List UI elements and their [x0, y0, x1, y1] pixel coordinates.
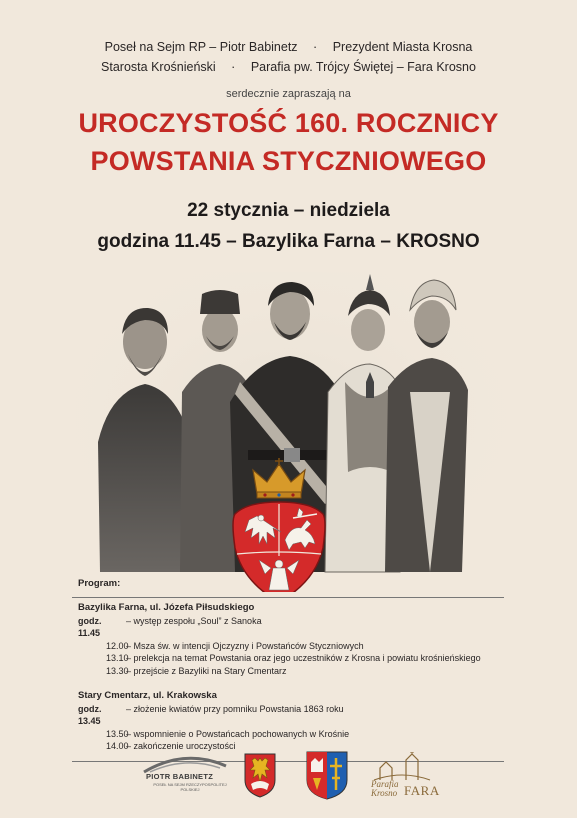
- pb-name: PIOTR BABINETZ: [146, 772, 214, 781]
- program-text: – przejście z Bazyliki na Stary Cmentarz: [126, 665, 287, 676]
- program-time: godz. 11.45: [78, 616, 102, 639]
- program-text: – występ zespołu „Soul” z Sanoka: [126, 616, 262, 626]
- program-item: [78, 665, 498, 677]
- program-time: 13.30: [106, 665, 129, 676]
- program-time: 12.00: [106, 640, 129, 651]
- program-time: 13.50: [106, 728, 129, 739]
- section-title-cemetery: Stary Cmentarz, ul. Krakowska: [78, 690, 217, 702]
- separator-dot: ·: [313, 40, 318, 54]
- organizer-mayor: Prezydent Miasta Krosna: [332, 40, 473, 54]
- title-line-1: UROCZYSTOŚĆ 160. ROCZNICY: [78, 108, 499, 138]
- program-text: – zakończenie uroczystości: [126, 741, 236, 752]
- organizer-starosta: Starosta Krośnieński: [101, 60, 216, 74]
- event-time-place: godzina 11.45 – Bazylika Farna – KROSNO: [97, 231, 480, 252]
- fara-big-text: FARA: [404, 783, 440, 798]
- program-item: [78, 640, 498, 652]
- program-text: – wspomnienie o Powstańcach pochowanych w Krośnie: [126, 728, 350, 739]
- fara-small-text: [371, 780, 399, 798]
- krosno-county-coat-of-arms-icon: [305, 750, 349, 800]
- program-item: [78, 728, 498, 740]
- program: [78, 578, 498, 766]
- fara-krosno: Krosno: [371, 788, 398, 798]
- program-time: 13.10: [106, 653, 129, 664]
- pb-subtitle: POSEŁ NA SEJM RZECZYPOSPOLITEJ POLSKIEJ: [153, 782, 227, 792]
- insurgents-illustration: [70, 272, 510, 592]
- program-text: – Msza św. w intencji Ojczyzny i Powstańców Styczniowych: [126, 640, 364, 651]
- fara-krosno-logo: [372, 752, 432, 782]
- program-text: – złożenie kwiatów przy pomniku Powstania 1863 roku: [126, 704, 344, 715]
- program-item: [78, 703, 498, 728]
- program-time: godz. 13.45: [78, 704, 102, 727]
- organizer-mp: Poseł na Sejm RP – Piotr Babinetz: [104, 40, 298, 54]
- organizers-line-1: [0, 40, 577, 54]
- invite-text: serdecznie zapraszają na: [226, 88, 351, 100]
- organizers-line-2: [0, 60, 577, 74]
- program-label: Program:: [78, 578, 121, 589]
- program-text: – prelekcja na temat Powstania oraz jego uczestników z Krosna i powiatu krośnieńskiego: [126, 653, 481, 664]
- title-line-2: POWSTANIA STYCZNIOWEGO: [90, 146, 487, 176]
- separator-dot: ·: [231, 60, 236, 74]
- program-item: [78, 615, 498, 640]
- organizer-parish: Parafia pw. Trójcy Świętej – Fara Krosno: [250, 60, 476, 74]
- program-divider: [72, 597, 504, 598]
- program-item: [78, 740, 498, 752]
- program-item: [78, 652, 498, 664]
- krosno-city-coat-of-arms-icon: [243, 752, 277, 798]
- program-divider-bottom: [72, 761, 504, 762]
- section-title-basilica: Bazylika Farna, ul. Józefa Piłsudskiego: [78, 602, 255, 613]
- program-time: 14.00: [106, 741, 129, 752]
- fara-parafia: Parafia: [371, 779, 399, 789]
- event-date: 22 stycznia – niedziela: [187, 200, 390, 221]
